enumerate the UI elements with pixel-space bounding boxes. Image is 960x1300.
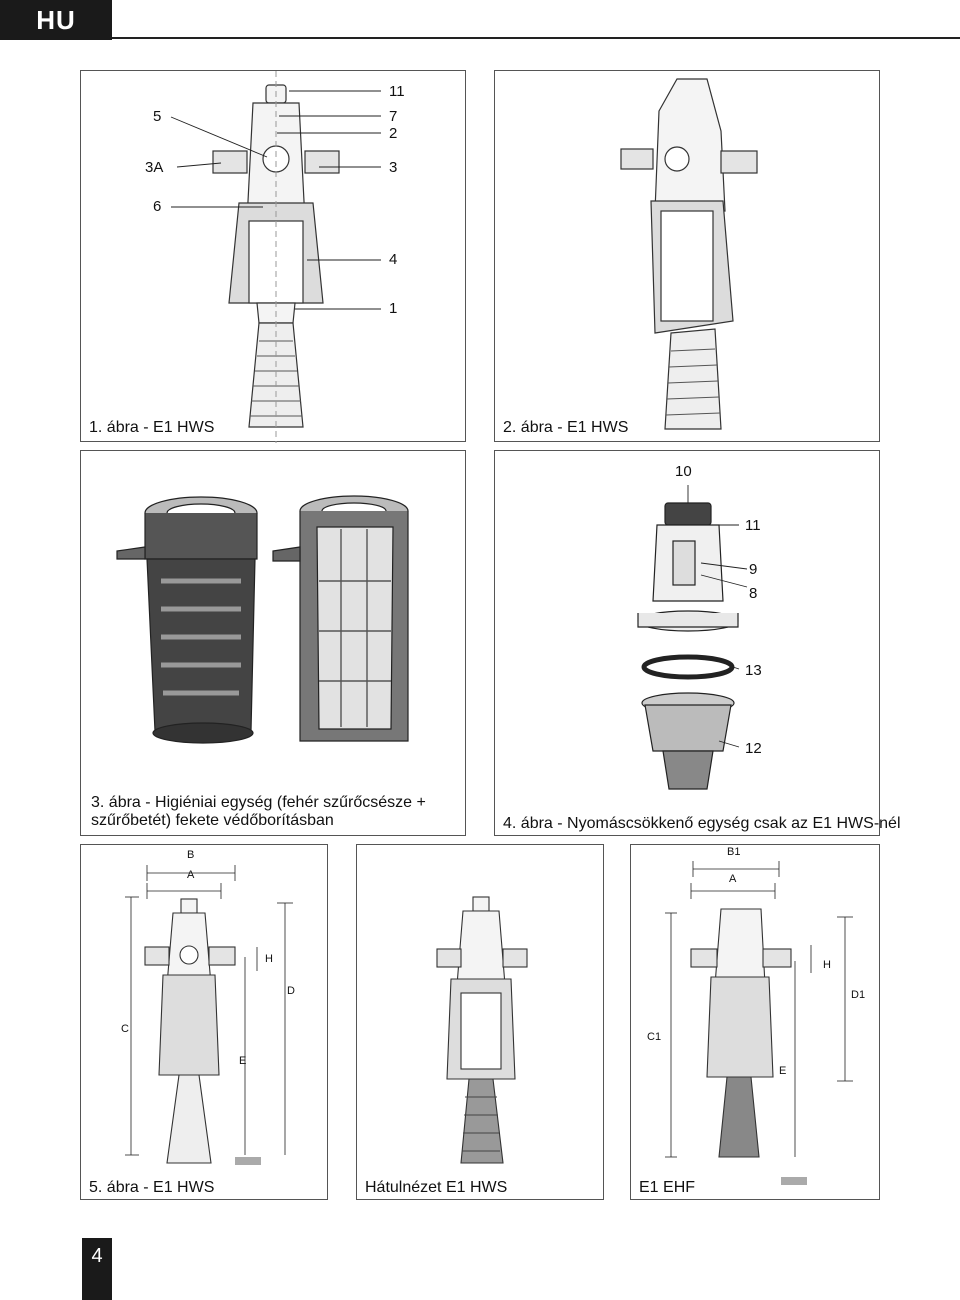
- dim-h: H: [823, 959, 831, 971]
- dim-b: B: [187, 849, 195, 861]
- figure-4-drawing: [495, 451, 881, 837]
- figure-5-panel: [80, 844, 328, 1200]
- page-number: 4: [82, 1238, 112, 1300]
- callout-9: 9: [749, 561, 758, 578]
- callout-5: 5: [153, 108, 162, 125]
- dim-c: C: [121, 1023, 129, 1035]
- dim-e: E: [779, 1065, 787, 1077]
- header-rule: [112, 37, 960, 39]
- figure-5-caption: 5. ábra - E1 HWS: [89, 1179, 215, 1196]
- figure-1-drawing: [81, 71, 467, 443]
- callout-10: 10: [675, 463, 692, 480]
- callout-2: 2: [389, 125, 398, 142]
- callout-3: 3: [389, 159, 398, 176]
- dim-e: E: [239, 1055, 247, 1067]
- callout-11: 11: [389, 83, 405, 100]
- callout-12: 12: [745, 740, 762, 757]
- dim-a: A: [729, 873, 737, 885]
- figure-4-caption: 4. ábra - Nyomáscsökkenő egység csak az E1 HWS-nél: [503, 815, 901, 832]
- callout-8: 8: [749, 585, 758, 602]
- dim-d: D: [287, 985, 295, 997]
- dim-c1: C1: [647, 1031, 662, 1043]
- dim-a: A: [187, 869, 195, 881]
- figure-1-caption: 1. ábra - E1 HWS: [89, 419, 215, 436]
- figure-4-panel: [494, 450, 901, 836]
- figure-6-drawing: [357, 845, 605, 1201]
- figure-7-panel: [630, 844, 880, 1200]
- callout-4: 4: [389, 251, 398, 268]
- figure-3-caption-line-2: szűrőbetét) fekete védőborításban: [91, 812, 334, 829]
- callout-1: 1: [389, 300, 398, 317]
- callout-3a: 3A: [145, 159, 164, 176]
- figure-6-panel: [356, 844, 604, 1200]
- figure-2-panel: [494, 70, 880, 442]
- figure-3-panel: [80, 450, 466, 836]
- figure-5-drawing: [81, 845, 329, 1201]
- callout-11: 11: [745, 517, 761, 534]
- language-tab: HU: [0, 0, 112, 40]
- dim-b1: B1: [727, 846, 741, 858]
- dim-h: H: [265, 953, 273, 965]
- dim-d1: D1: [851, 989, 866, 1001]
- callout-7: 7: [389, 108, 398, 125]
- figure-2-caption: 2. ábra - E1 HWS: [503, 419, 629, 436]
- figure-1-panel: [80, 70, 466, 442]
- figure-7-drawing: [631, 845, 881, 1201]
- callout-13: 13: [745, 662, 762, 679]
- callout-6: 6: [153, 198, 162, 215]
- figure-3-drawing: [81, 451, 467, 837]
- figure-2-drawing: [495, 71, 881, 443]
- figure-7-caption: E1 EHF: [639, 1179, 696, 1196]
- figure-6-caption: Hátulnézet E1 HWS: [365, 1179, 508, 1196]
- figure-3-caption-line-1: 3. ábra - Higiéniai egység (fehér szűrőcsésze +: [91, 794, 426, 811]
